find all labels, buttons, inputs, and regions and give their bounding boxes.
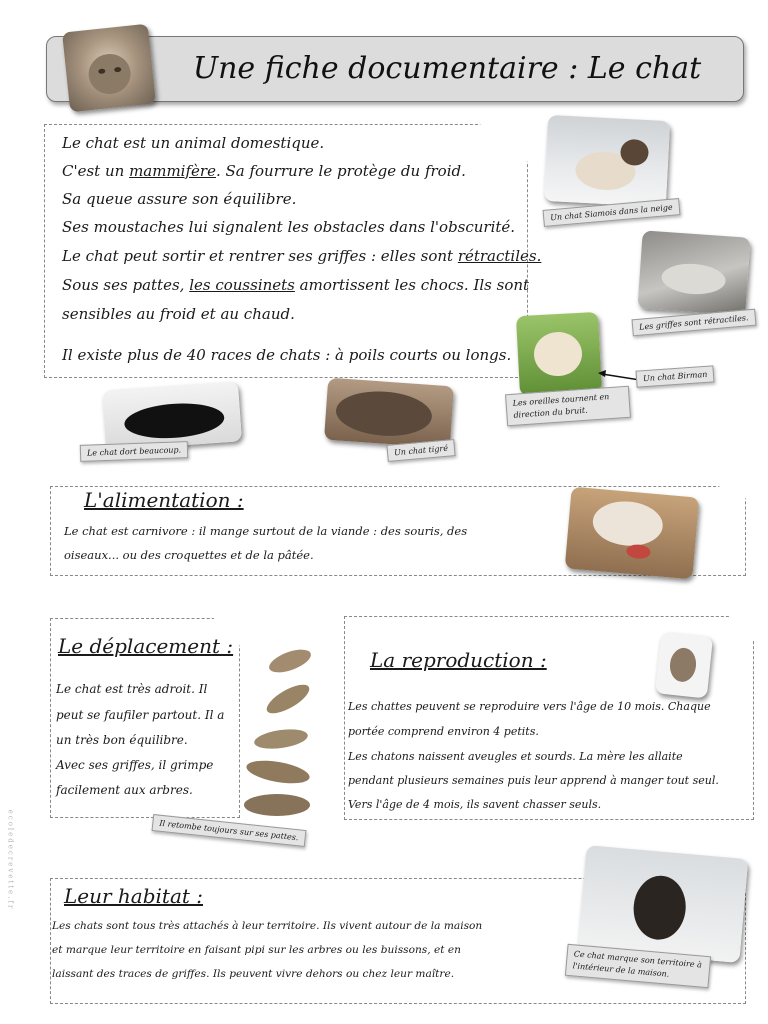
- intro-line-7: sensibles au froid et au chaud.: [62, 305, 295, 323]
- reproduction-line-4: pendant plusieurs semaines puis leur apprend à manger tout seul.: [348, 774, 719, 787]
- reproduction-line-2: portée comprend environ 4 petits.: [348, 725, 539, 738]
- habitat-line-2: et marque leur territoire en faisant pipi sur les arbres ou les buissons, et en: [52, 944, 461, 956]
- reproduction-line-5: Vers l'âge de 4 mois, ils savent chasser seuls.: [348, 798, 602, 811]
- alimentation-line-2: oiseaux... ou des croquettes et de la pâtée.: [64, 548, 314, 562]
- intro-line-6: Sous ses pattes, les coussinets amortissent les chocs. Ils sont: [62, 276, 530, 294]
- kitten-photo: [655, 631, 713, 698]
- cat-paws-photo: [637, 230, 750, 315]
- intro-line-1: Le chat est un animal domestique.: [62, 134, 325, 152]
- page-title: Une fiche documentaire : Le chat: [192, 51, 702, 86]
- deplacement-title: Le déplacement :: [58, 634, 234, 658]
- habitat-title: Leur habitat :: [64, 884, 204, 908]
- indoor-cat-photo: [578, 845, 748, 963]
- birman-kitten-photo: [516, 312, 602, 396]
- alimentation-line-1: Le chat est carnivore : il mange surtout de la viande : des souris, des: [64, 524, 468, 538]
- caption-territory: Ce chat marque son territoire à l'intérieur de la maison.: [565, 944, 711, 988]
- intro-line-5: Le chat peut sortir et rentrer ses griffes : elles sont rétractiles.: [62, 247, 542, 265]
- deplacement-line-4: Avec ses griffes, il grimpe: [56, 758, 214, 772]
- deplacement-line-1: Le chat est très adroit. Il: [56, 682, 208, 696]
- caption-ears: Les oreilles tournent en direction du bruit.: [505, 386, 631, 427]
- intro-line-3: Sa queue assure son équilibre.: [62, 190, 297, 208]
- caption-falls: Il retombe toujours sur ses pattes.: [152, 814, 307, 847]
- sleeping-black-cat-photo: [102, 381, 242, 450]
- intro-line-2: C'est un mammifère. Sa fourrure le protège du froid.: [62, 162, 466, 180]
- caption-sleeps: Le chat dort beaucoup.: [80, 441, 189, 462]
- intro-line-4: Ses moustaches lui signalent les obstacles dans l'obscurité.: [62, 218, 516, 236]
- falling-cat-sequence: [240, 648, 324, 832]
- siamese-cat-photo: [544, 115, 670, 207]
- reproduction-line-1: Les chattes peuvent se reproduire vers l'âge de 10 mois. Chaque: [348, 700, 711, 713]
- deplacement-line-5: facilement aux arbres.: [56, 783, 193, 797]
- caption-siamese: Un chat Siamois dans la neige: [543, 198, 681, 227]
- habitat-line-3: laissant des traces de griffes. Ils peuvent vivre dehors ou chez leur maître.: [52, 968, 455, 980]
- tabby-cat-photo: [324, 378, 454, 449]
- deplacement-line-2: peut se faufiler partout. Il a: [56, 708, 225, 722]
- reproduction-title: La reproduction :: [370, 648, 547, 672]
- watermark: ecoledecrevette.fr: [6, 809, 15, 911]
- intro-line-8: Il existe plus de 40 races de chats : à poils courts ou longs.: [62, 346, 512, 364]
- habitat-line-1: Les chats sont tous très attachés à leur territoire. Ils vivent autour de la maison: [52, 920, 483, 932]
- cat-eating-photo: [565, 487, 700, 580]
- deplacement-line-3: un très bon équilibre.: [56, 733, 188, 747]
- caption-claws: Les griffes sont rétractiles.: [631, 309, 756, 337]
- caption-birman: Un chat Birman: [636, 365, 715, 387]
- reproduction-line-3: Les chatons naissent aveugles et sourds. La mère les allaite: [348, 750, 683, 763]
- caption-tabby: Un chat tigré: [386, 439, 455, 462]
- cat-portrait-photo: [62, 24, 156, 113]
- alimentation-title: L'alimentation :: [84, 488, 244, 512]
